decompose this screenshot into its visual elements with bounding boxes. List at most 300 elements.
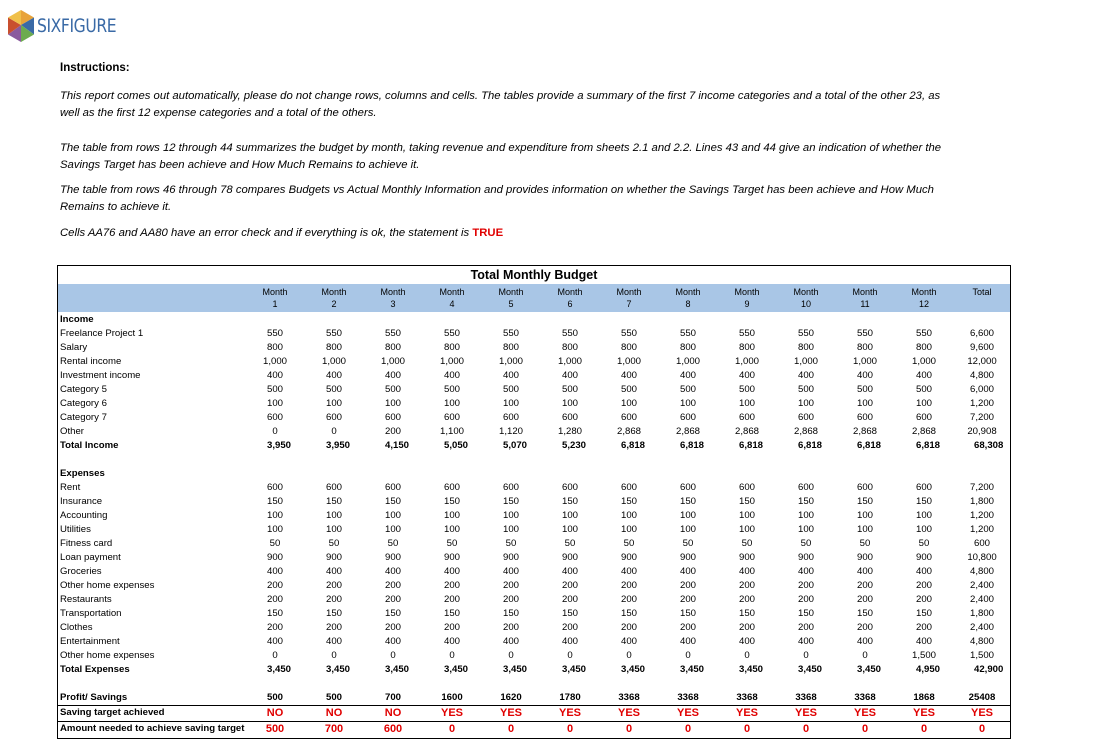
cell-value: 600 [620, 482, 638, 493]
income-row [58, 327, 1010, 341]
cell-value: 3,950 [267, 440, 292, 451]
month-header-label: Month [852, 287, 878, 297]
cell-value: 0 [567, 650, 573, 661]
cell-value: 600 [502, 482, 520, 493]
cell-value: 500 [265, 723, 285, 735]
cell-value: 0 [978, 723, 986, 735]
cell-value: 200 [738, 594, 756, 605]
cell-value: 50 [918, 538, 930, 549]
cell-value: 400 [738, 370, 756, 381]
hexagon-logo-icon [6, 9, 36, 43]
cell-value: 550 [738, 328, 756, 339]
cell-value: 200 [561, 580, 579, 591]
cell-value: 200 [856, 580, 874, 591]
total-header: Total [972, 287, 992, 297]
cell-value: 400 [384, 636, 402, 647]
cell-value: 3,450 [739, 664, 764, 675]
cell-value: 10,800 [967, 552, 997, 563]
cell-value: 100 [325, 510, 343, 521]
cell-value: 0 [331, 426, 337, 437]
cell-value: 100 [561, 510, 579, 521]
cell-value: 0 [803, 650, 809, 661]
cell-value: 42,900 [974, 664, 1004, 675]
cell-value: 200 [738, 580, 756, 591]
cell-value: 6,818 [916, 440, 941, 451]
cell-value: 0 [920, 723, 928, 735]
cell-value: 1,000 [439, 356, 465, 367]
cell-value: 6,000 [969, 384, 995, 395]
cell-value: 100 [384, 510, 402, 521]
cell-value: 500 [679, 384, 697, 395]
cell-value: 900 [266, 552, 284, 563]
cell-value: 600 [325, 482, 343, 493]
cell-value: 200 [502, 580, 520, 591]
income-row [58, 383, 1010, 397]
cell-value: 0 [625, 723, 633, 735]
cell-value: 100 [738, 510, 756, 521]
cell-value: 0 [861, 723, 869, 735]
month-header-label: Month [439, 287, 465, 297]
cell-value: 1,800 [969, 608, 995, 619]
cell-value: 600 [384, 412, 402, 423]
cell-value: 900 [384, 552, 402, 563]
cell-value: 600 [738, 412, 756, 423]
cell-value: 150 [561, 608, 579, 619]
month-header-number: 12 [918, 299, 929, 309]
cell-value: 100 [443, 524, 461, 535]
cell-value: 3,450 [444, 664, 469, 675]
cell-value: 800 [620, 342, 638, 353]
cell-value: 500 [797, 384, 815, 395]
logo-text: SIXFIGURE [37, 15, 117, 37]
table-title: Total Monthly Budget [470, 268, 598, 282]
cell-value: 100 [856, 398, 874, 409]
cell-value: 3368 [736, 692, 758, 703]
cell-value: 100 [738, 398, 756, 409]
cell-value: 700 [324, 723, 344, 735]
instructions-block [60, 60, 960, 242]
cell-value: 900 [856, 552, 874, 563]
instructions-paragraph-3: The table from rows 46 through 78 compares Budgets vs Actual Monthly Information and provides information on whether the Savings Target has been achieve and How Much Remains to achieve it. [60, 184, 934, 213]
month-header-5 [486, 286, 536, 310]
cell-value: 4,150 [385, 440, 410, 451]
cell-value: 100 [797, 524, 815, 535]
cell-value: 100 [443, 398, 461, 409]
cell-value: 700 [384, 692, 402, 703]
income-row [58, 369, 1010, 383]
month-header-label: Month [616, 287, 642, 297]
cell-value: 0 [685, 650, 691, 661]
cell-value: 100 [915, 398, 933, 409]
cell-value: 150 [384, 496, 402, 507]
month-header-9 [722, 286, 772, 310]
cell-value: 100 [856, 510, 874, 521]
cell-value: 200 [266, 580, 284, 591]
cell-value: 150 [915, 496, 933, 507]
row-label: Salary [60, 342, 88, 353]
month-header-number: 5 [508, 299, 514, 309]
monthly-budget-table [57, 265, 1011, 739]
cell-value: 400 [915, 370, 933, 381]
cell-value: 150 [738, 608, 756, 619]
cell-value: 500 [502, 384, 520, 395]
cell-value: 200 [915, 594, 933, 605]
row-label: Category 7 [60, 412, 107, 423]
cell-value: 50 [564, 538, 576, 549]
cell-value: 500 [443, 384, 461, 395]
cell-value: 150 [502, 496, 520, 507]
cell-value: 150 [797, 496, 815, 507]
cell-value: 400 [915, 636, 933, 647]
cell-value: 200 [797, 594, 815, 605]
cell-value: 400 [266, 566, 284, 577]
row-label: Utilities [60, 524, 91, 535]
month-header-number: 1 [272, 299, 278, 309]
cell-value: 400 [738, 566, 756, 577]
row-label: Total Income [60, 440, 119, 451]
row-label: Freelance Project 1 [60, 328, 144, 339]
month-header-1 [250, 286, 300, 310]
row-label: Investment income [60, 370, 141, 381]
cell-value: 100 [620, 524, 638, 535]
cell-value: 150 [561, 496, 579, 507]
cell-value: 550 [384, 328, 402, 339]
income-row [58, 355, 1010, 369]
cell-value: 800 [856, 342, 874, 353]
cell-value: 0 [390, 650, 396, 661]
cell-value: 400 [384, 370, 402, 381]
cell-value: 400 [443, 370, 461, 381]
cell-value: YES [794, 707, 818, 719]
cell-value: 12,000 [967, 356, 997, 367]
cell-value: 100 [502, 398, 520, 409]
cell-value: 150 [325, 496, 343, 507]
month-header-label: Month [911, 287, 937, 297]
row-label: Accounting [60, 510, 108, 521]
cell-value: 100 [561, 524, 579, 535]
cell-value: 400 [915, 566, 933, 577]
cell-value: 800 [915, 342, 933, 353]
row-label: Entertainment [60, 636, 120, 647]
cell-value: 150 [738, 496, 756, 507]
month-header-number: 3 [390, 299, 396, 309]
cell-value: 50 [328, 538, 340, 549]
cell-value: 500 [266, 384, 284, 395]
cell-value: 6,600 [969, 328, 995, 339]
cell-value: 150 [266, 608, 284, 619]
cell-value: 500 [915, 384, 933, 395]
cell-value: 1,800 [969, 496, 995, 507]
cell-value: 500 [620, 384, 638, 395]
cell-value: 0 [684, 723, 692, 735]
cell-value: 68,308 [974, 440, 1004, 451]
cell-value: 200 [797, 622, 815, 633]
cell-value: 100 [679, 510, 697, 521]
row-label: Transportation [60, 608, 122, 619]
month-header-7 [604, 286, 654, 310]
cell-value: 1,200 [969, 524, 995, 535]
cell-value: 150 [443, 496, 461, 507]
cell-value: 100 [738, 524, 756, 535]
cell-value: 150 [679, 608, 697, 619]
expense-row [58, 537, 1010, 551]
cell-value: 2,400 [969, 580, 995, 591]
income-heading [58, 313, 1010, 327]
row-label: Loan payment [60, 552, 121, 563]
cell-value: 150 [679, 496, 697, 507]
month-header-number: 9 [744, 299, 750, 309]
cell-value: 1,000 [557, 356, 583, 367]
cell-value: 2,868 [675, 426, 701, 437]
cell-value: 50 [741, 538, 753, 549]
cell-value: 1,100 [439, 426, 465, 437]
cell-value: 150 [443, 608, 461, 619]
cell-value: 100 [325, 398, 343, 409]
month-header-number: 4 [449, 299, 455, 309]
cell-value: 800 [325, 342, 343, 353]
expense-row [58, 621, 1010, 635]
cell-value: 900 [915, 552, 933, 563]
cell-value: 5,050 [444, 440, 469, 451]
cell-value: 400 [502, 566, 520, 577]
cell-value: 7,200 [969, 412, 995, 423]
cell-value: 100 [384, 524, 402, 535]
cell-value: 0 [331, 650, 337, 661]
cell-value: 5,230 [562, 440, 587, 451]
cell-value: 150 [266, 496, 284, 507]
instructions-paragraph-2: The table from rows 12 through 44 summarizes the budget by month, taking revenue and expenditure from sheets 2.1 and 2.2. Lines 43 and 44 give an indication of whether the Savings Target has been achieve and How Much Remains to achieve it. [60, 142, 942, 171]
month-header-label: Month [262, 287, 288, 297]
cell-value: 550 [620, 328, 638, 339]
expense-row [58, 481, 1010, 495]
month-header-number: 7 [626, 299, 632, 309]
cell-value: 200 [679, 594, 697, 605]
cell-value: 200 [384, 622, 402, 633]
cell-value: 3,450 [798, 664, 823, 675]
cell-value: 100 [620, 510, 638, 521]
cell-value: 150 [915, 608, 933, 619]
month-header-label: Month [734, 287, 760, 297]
cell-value: 100 [384, 398, 402, 409]
cell-value: 150 [325, 608, 343, 619]
cell-value: 400 [856, 370, 874, 381]
cell-value: 0 [449, 650, 455, 661]
cell-value: 900 [443, 552, 461, 563]
row-label: Fitness card [60, 538, 113, 549]
cell-value: 0 [862, 650, 868, 661]
total-expenses-row [58, 663, 1010, 677]
cell-value: 900 [325, 552, 343, 563]
cell-value: YES [499, 707, 523, 719]
cell-value: 200 [561, 622, 579, 633]
cell-value: 1,000 [380, 356, 406, 367]
cell-value: 200 [266, 622, 284, 633]
income-row [58, 425, 1010, 439]
row-label: Total Expenses [60, 664, 130, 675]
cell-value: 600 [443, 482, 461, 493]
cell-value: 3,450 [267, 664, 292, 675]
cell-value: 400 [502, 370, 520, 381]
cell-value: 800 [443, 342, 461, 353]
instructions-paragraph-1: This report comes out automatically, please do not change rows, columns and cells. The tables provide a summary of the first 7 income categories and a total of the other 23, as well as the first 12 expense categories and a total of the others. [60, 90, 941, 119]
cell-value: 600 [797, 482, 815, 493]
month-header-label: Month [321, 287, 347, 297]
cell-value: 4,800 [969, 370, 995, 381]
cell-value: 500 [325, 384, 343, 395]
cell-value: 1600 [441, 692, 463, 703]
cell-value: 400 [797, 370, 815, 381]
cell-value: 25408 [968, 692, 996, 703]
cell-value: YES [912, 707, 936, 719]
cell-value: 600 [915, 412, 933, 423]
cell-value: 150 [797, 608, 815, 619]
cell-value: 2,868 [911, 426, 937, 437]
cell-value: 2,868 [734, 426, 760, 437]
cell-value: 600 [679, 412, 697, 423]
cell-value: 200 [384, 580, 402, 591]
instructions-heading: Instructions: [60, 62, 130, 74]
cell-value: 400 [443, 636, 461, 647]
cell-value: 500 [325, 692, 343, 703]
cell-value: 550 [915, 328, 933, 339]
month-header-8 [663, 286, 713, 310]
cell-value: 200 [856, 622, 874, 633]
cell-value: 1,000 [793, 356, 819, 367]
cell-value: 400 [620, 566, 638, 577]
cell-value: 3,450 [385, 664, 410, 675]
cell-value: 1,000 [616, 356, 642, 367]
cell-value: 20,908 [967, 426, 997, 437]
cell-value: YES [676, 707, 700, 719]
cell-value: 100 [679, 524, 697, 535]
cell-value: 0 [802, 723, 810, 735]
cell-value: 200 [915, 622, 933, 633]
row-label: Clothes [60, 622, 93, 633]
cell-value: 2,868 [616, 426, 642, 437]
cell-value: 200 [325, 622, 343, 633]
cell-value: 600 [738, 482, 756, 493]
cell-value: 400 [620, 370, 638, 381]
cell-value: 500 [856, 384, 874, 395]
cell-value: 50 [387, 538, 399, 549]
cell-value: 200 [443, 622, 461, 633]
row-label: Other home expenses [60, 580, 155, 591]
cell-value: 550 [443, 328, 461, 339]
cell-value: 400 [325, 566, 343, 577]
cell-value: 600 [266, 482, 284, 493]
cell-value: 900 [679, 552, 697, 563]
cell-value: 50 [269, 538, 281, 549]
cell-value: 400 [856, 566, 874, 577]
cell-value: 150 [856, 608, 874, 619]
month-header-label: Month [793, 287, 819, 297]
cell-value: 100 [502, 510, 520, 521]
row-label: Insurance [60, 496, 103, 507]
cell-value: 2,400 [969, 622, 995, 633]
cell-value: 1,000 [262, 356, 288, 367]
cell-value: 200 [384, 594, 402, 605]
cell-value: 9,600 [969, 342, 995, 353]
cell-value: 2,868 [852, 426, 878, 437]
cell-value: 200 [325, 580, 343, 591]
cell-value: 100 [266, 510, 284, 521]
cell-value: YES [970, 707, 994, 719]
total-income-row [58, 439, 1010, 453]
cell-value: YES [735, 707, 759, 719]
cell-value: 100 [266, 524, 284, 535]
cell-value: 100 [325, 524, 343, 535]
expense-row [58, 593, 1010, 607]
cell-value: 200 [915, 580, 933, 591]
cell-value: 200 [620, 594, 638, 605]
cell-value: 3368 [618, 692, 640, 703]
cell-value: 400 [561, 636, 579, 647]
table-header-row [58, 284, 1010, 312]
cell-value: 500 [384, 384, 402, 395]
cell-value: 150 [620, 608, 638, 619]
cell-value: 600 [384, 482, 402, 493]
cell-value: 400 [561, 370, 579, 381]
cell-value: 4,800 [969, 636, 995, 647]
cell-value: 0 [272, 650, 278, 661]
cell-value: 200 [384, 426, 402, 437]
row-label: Category 6 [60, 398, 107, 409]
cell-value: 1,500 [969, 650, 995, 661]
cell-value: YES [558, 707, 582, 719]
cell-value: 100 [443, 510, 461, 521]
cell-value: 900 [502, 552, 520, 563]
cell-value: 550 [325, 328, 343, 339]
cell-value: 50 [446, 538, 458, 549]
cell-value: 550 [266, 328, 284, 339]
cell-value: YES [617, 707, 641, 719]
cell-value: 200 [325, 594, 343, 605]
month-header-label: Month [675, 287, 701, 297]
cell-value: 800 [797, 342, 815, 353]
cell-value: 900 [738, 552, 756, 563]
cell-value: YES [853, 707, 877, 719]
row-label: Other [60, 426, 84, 437]
month-header-number: 8 [685, 299, 691, 309]
cell-value: 100 [856, 524, 874, 535]
cell-value: 400 [738, 636, 756, 647]
cell-value: YES [440, 707, 464, 719]
cell-value: NO [325, 707, 343, 719]
income-row [58, 411, 1010, 425]
cell-value: 4,800 [969, 566, 995, 577]
cell-value: 600 [266, 412, 284, 423]
cell-value: 400 [325, 636, 343, 647]
cell-value: 1780 [559, 692, 581, 703]
cell-value: 6,818 [680, 440, 705, 451]
cell-value: 1868 [913, 692, 935, 703]
income-row [58, 397, 1010, 411]
expense-row [58, 495, 1010, 509]
cell-value: 200 [443, 580, 461, 591]
row-label: Expenses [60, 468, 105, 479]
cell-value: 1,500 [911, 650, 937, 661]
cell-value: 6,818 [857, 440, 882, 451]
cell-value: 100 [266, 398, 284, 409]
month-header-2 [309, 286, 359, 310]
cell-value: 900 [620, 552, 638, 563]
cell-value: 400 [620, 636, 638, 647]
cell-value: 550 [561, 328, 579, 339]
cell-value: 1620 [500, 692, 522, 703]
saving-target-row [58, 706, 1010, 720]
cell-value: 150 [502, 608, 520, 619]
cell-value: 50 [623, 538, 635, 549]
